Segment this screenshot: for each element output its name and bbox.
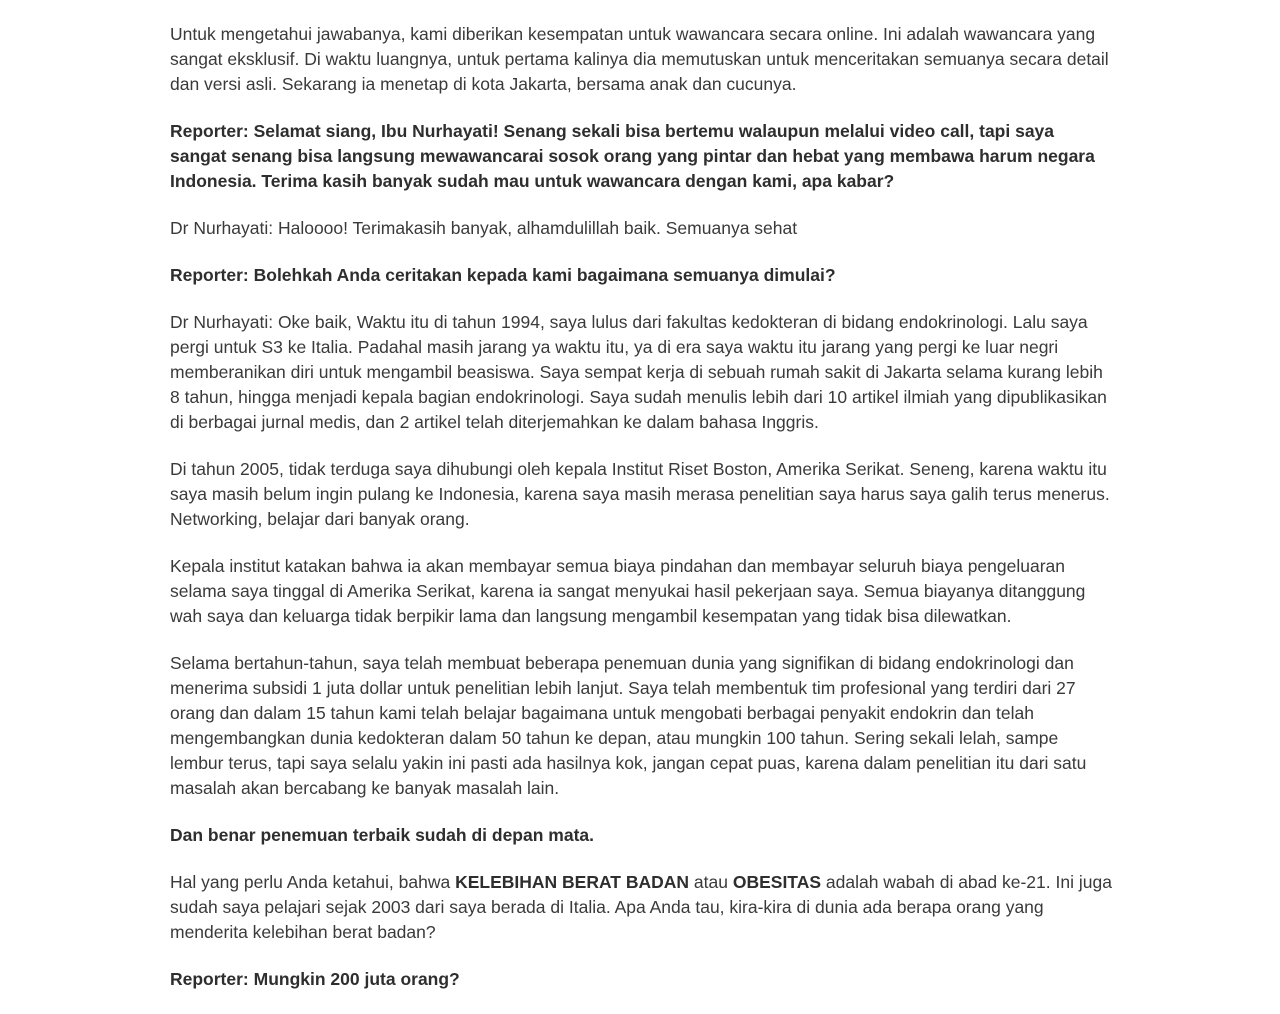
reporter-question-1: Reporter: Selamat siang, Ibu Nurhayati! Senang sekali bisa bertemu walaupun melalui video call, tapi saya sangat senang bisa langsung mewawancarai sosok orang yang pintar dan hebat yang membawa harum negara Indonesia. Terima kasih banyak sudah mau untuk wawancara dengan kami, apa kabar? [170,121,1095,191]
story-paragraph-5: Selama bertahun-tahun, saya telah membuat beberapa penemuan dunia yang signifikan di bidang endokrinologi dan menerima subsidi 1 juta dollar untuk penelitian lebih lanjut. Saya telah membentuk tim profesional yang terdiri dari 27 orang dan dalam 15 tahun kami telah belajar bagaimana untuk mengobati berbagai penyakit endokrin dan telah mengembangkan dunia kedokteran dalam 50 tahun ke depan, atau mungkin 100 tahun. Sering sekali lelah, sampe lembur terus, tapi saya selalu yakin ini pasti ada hasilnya kok, jangan cepat puas, karena dalam penelitian itu dari satu masalah akan bercabang ke banyak masalah lain. [170,653,1087,798]
answer-paragraph-2: Dr Nurhayati: Oke baik, Waktu itu di tahun 1994, saya lulus dari fakultas kedokteran di bidang endokrinologi. Lalu saya pergi untuk S3 ke Italia. Padahal masih jarang ya waktu itu, ya di era saya waktu itu jarang yang pergi ke luar negri memberanikan diri untuk mengambil beasiswa. Saya sempat kerja di sebuah rumah sakit di Jakarta selama kurang lebih 8 tahun, hingga menjadi kepala bagian endokrinologi. Saya sudah menulis lebih dari 10 artikel ilmiah yang dipublikasikan di berbagai jurnal medis, dan 2 artikel telah diterjemahkan ke dalam bahasa Inggris. [170,312,1107,432]
keyword-overweight: KELEBIHAN BERAT BADAN [455,872,690,892]
article-body [170,22,1115,1014]
obesity-text-3: adalah wabah di abad ke-21. Ini juga sudah saya pelajari sejak 2003 dari saya berada di Italia. Apa Anda tau, kira-kira di dunia ada berapa orang yang menderita kelebihan berat badan? [170,872,1112,942]
obesity-paragraph [170,870,1115,945]
story-paragraph-3: Di tahun 2005, tidak terduga saya dihubungi oleh kepala Institut Riset Boston, Amerika Serikat. Seneng, karena waktu itu saya masih belum ingin pulang ke Indonesia, karena saya masih merasa penelitian saya harus saya galih terus menerus. Networking, belajar dari banyak orang. [170,459,1110,529]
keyword-obesity: OBESITAS [732,872,822,892]
answer-paragraph-1: Dr Nurhayati: Haloooo! Terimakasih banyak, alhamdulillah baik. Semuanya sehat [170,218,798,238]
highlight-statement: Dan benar penemuan terbaik sudah di depan mata. [170,825,594,845]
reporter-question-3: Reporter: Mungkin 200 juta orang? [170,969,460,989]
reporter-question-2: Reporter: Bolehkah Anda ceritakan kepada kami bagaimana semuanya dimulai? [170,265,836,285]
intro-paragraph: Untuk mengetahui jawabanya, kami diberikan kesempatan untuk wawancara secara online. Ini adalah wawancara yang sangat eksklusif. Di waktu luangnya, untuk pertama kalinya dia memutuskan untuk menceritakan semuanya secara detail dan versi asli. Sekarang ia menetap di kota Jakarta, bersama anak dan cucunya. [170,24,1109,94]
story-paragraph-4: Kepala institut katakan bahwa ia akan membayar semua biaya pindahan dan membayar seluruh biaya pengeluaran selama saya tinggal di Amerika Serikat, karena ia sangat menyukai hasil pekerjaan saya. Semua biayanya ditanggung wah saya dan keluarga tidak berpikir lama dan langsung mengambil kesempatan yang tidak bisa dilewatkan. [170,556,1086,626]
obesity-text-1: Hal yang perlu Anda ketahui, bahwa [170,872,456,892]
obesity-text-2: atau [689,872,733,892]
